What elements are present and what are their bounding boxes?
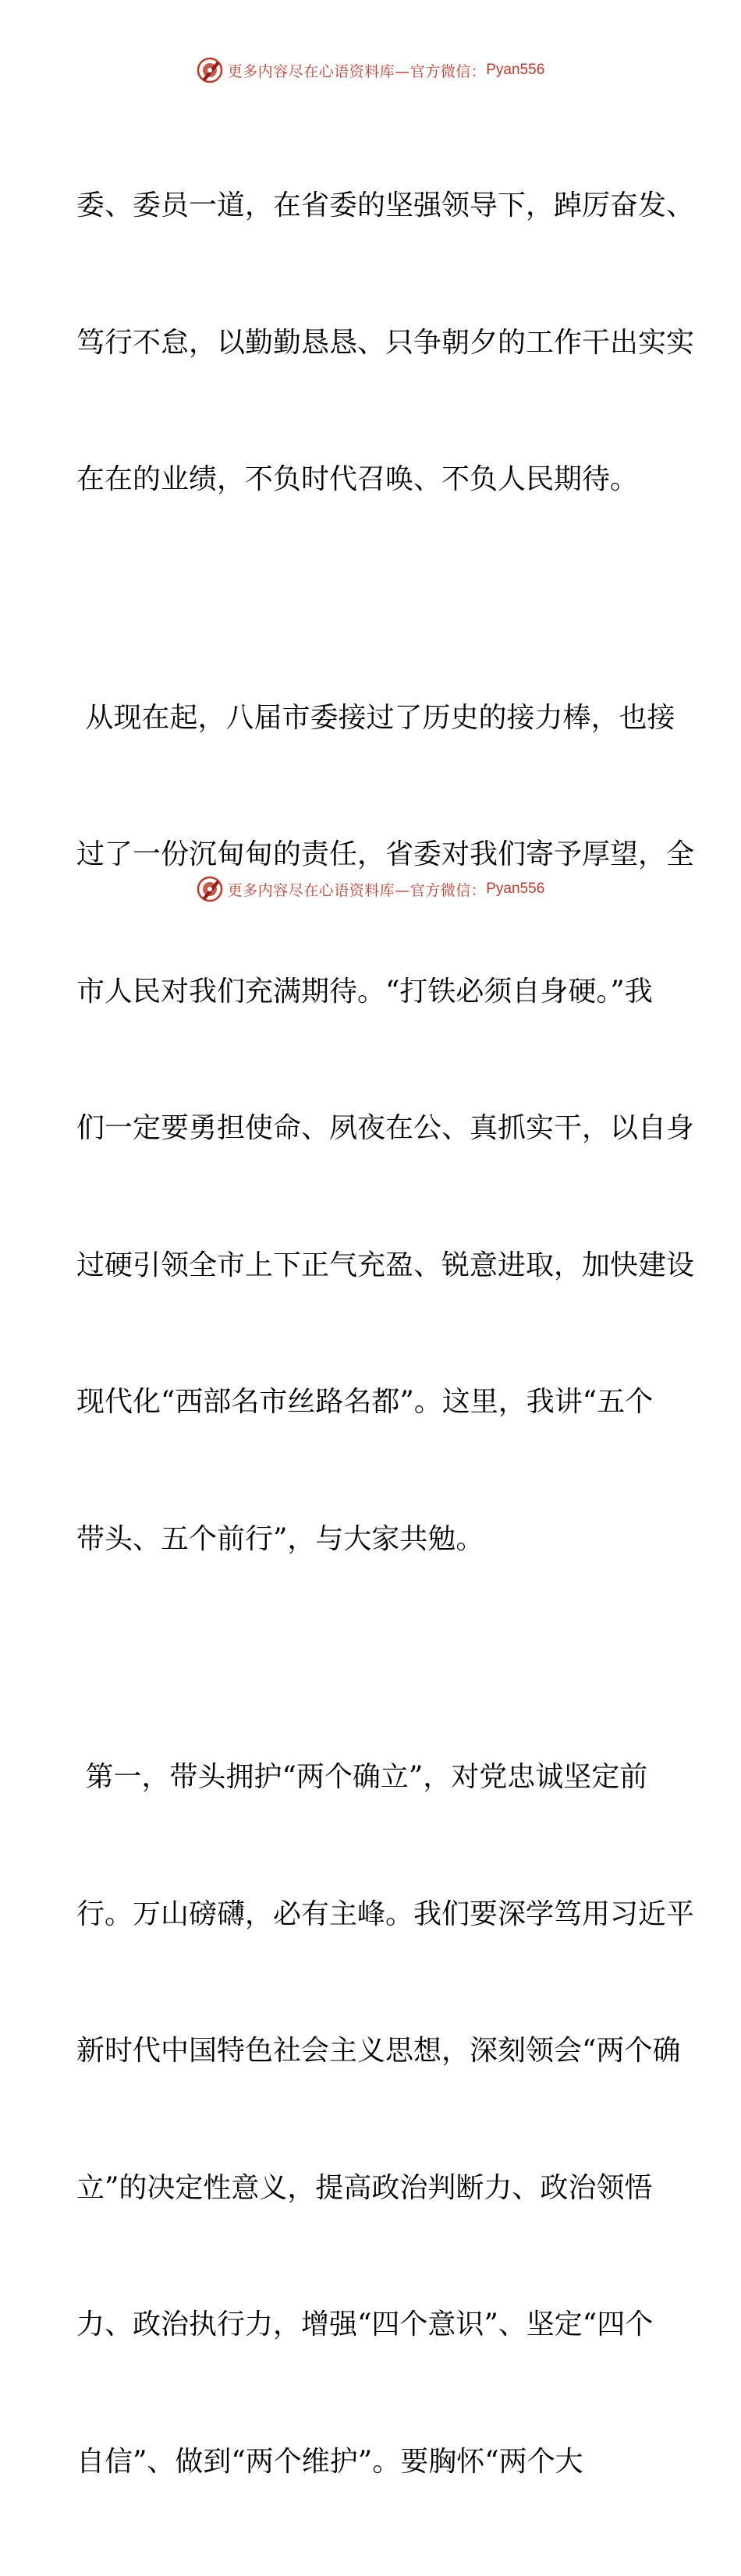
paragraph [76,92,695,594]
text-line: 行。万山磅礴，必有主峰。我们要深学笃用习近平 [76,1897,695,1930]
watermark-handle: Pyan556 [486,881,545,897]
watermark-text: 更多内容尽在心语资料库—官方微信： [227,881,487,899]
text-line: 笃行不怠，以勤勤恳恳、只争朝夕的工作干出实实 [76,326,695,359]
text-line: 在在的业绩，不负时代召唤、不负人民期待。 [76,463,639,495]
text-line: 新时代中国特色社会主义思想，深刻领会“两个确 [76,2035,681,2067]
text-line: 们一定要勇担使命、夙夜在公、真抓实干，以自身 [76,1112,695,1144]
text-line: 自信”、做到“两个维护”。要胸怀“两个大 [76,2445,583,2478]
header-watermark [0,55,741,86]
text-line: 力、政治执行力，增强“四个意识”、坚定“四个 [76,2308,654,2340]
watermark-handle: Pyan556 [486,62,545,78]
text-line: 从现在起，八届市委接过了历史的接力棒，也接 [76,701,675,734]
text-line: 过了一份沉甸甸的责任，省委对我们寄予厚望，全 [76,838,695,870]
paragraph [76,604,695,1654]
paragraph [76,1664,695,2576]
footer-watermark [0,873,741,905]
text-line: 市人民对我们充满期待。“打铁必须自身硬。”我 [76,975,653,1008]
text-line: 委、委员一道，在省委的坚强领导下，踔厉奋发、 [76,190,695,221]
text-line: 立”的决定性意义，提高政治判断力、政治领悟 [76,2171,653,2204]
text-line: 第一，带头拥护“两个确立”，对党忠诚坚定前 [76,1761,648,1793]
text-line: 带头、五个前行”，与大家共勉。 [76,1522,484,1555]
pen-logo-icon [197,876,223,902]
document-body [76,92,695,2576]
text-line: 过硬引领全市上下正气充盈、锐意进取，加快建设 [76,1249,695,1281]
watermark-text: 更多内容尽在心语资料库—官方微信： [227,62,487,80]
text-line: 现代化“西部名市丝路名都”。这里，我讲“五个 [76,1386,654,1418]
pen-logo-icon [197,57,223,83]
